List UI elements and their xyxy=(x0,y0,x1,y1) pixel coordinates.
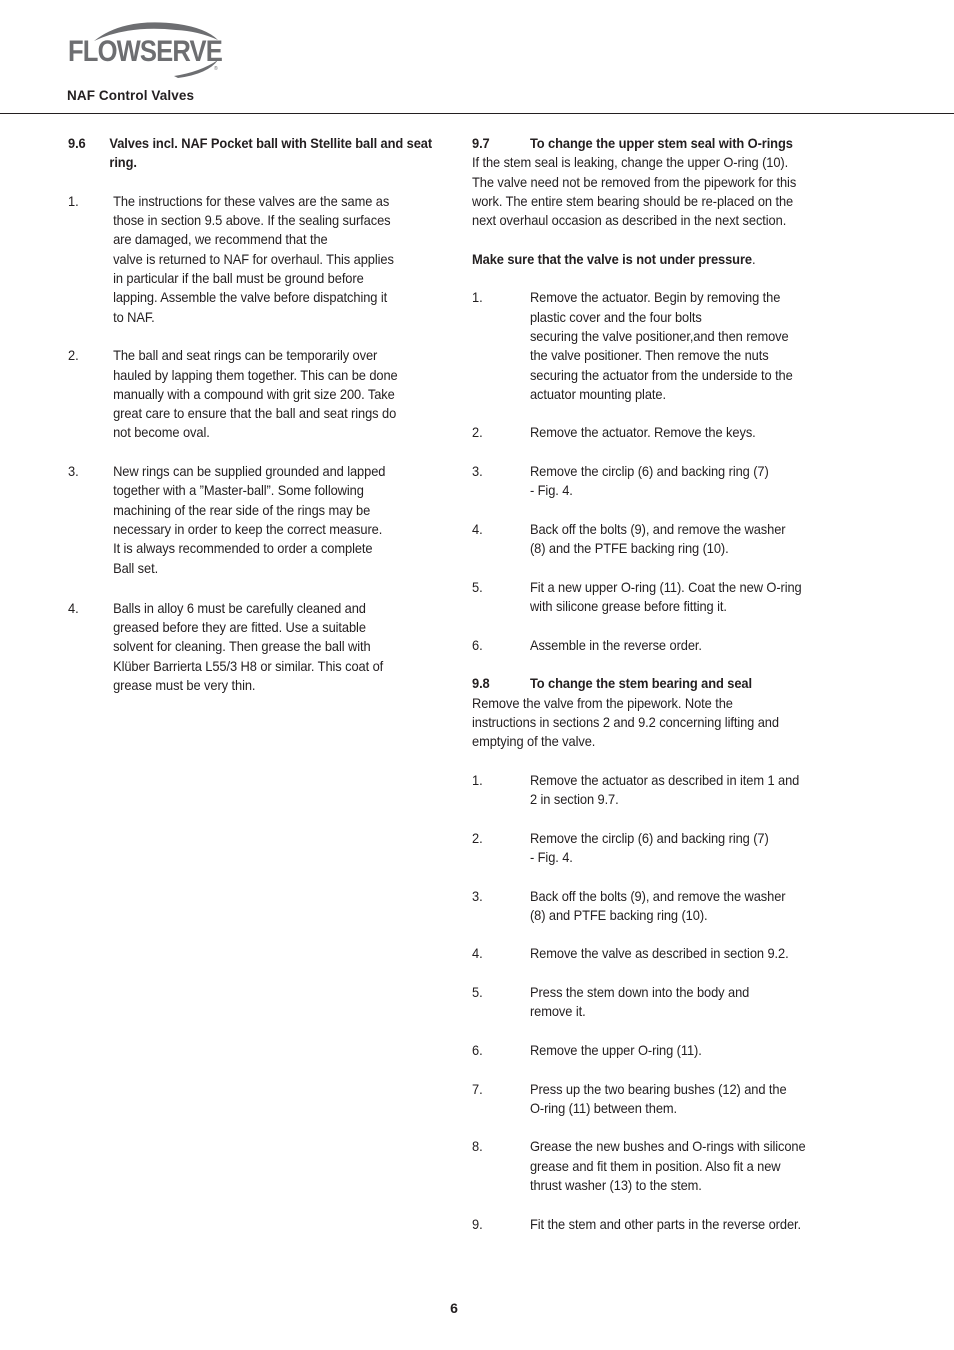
item-text xyxy=(113,599,432,695)
text-line: work. The entire stem bearing should be re-placed on the xyxy=(472,192,794,209)
item-number: 3. xyxy=(68,463,79,480)
item-number: 5. xyxy=(472,578,483,595)
text-line: Fit a new upper O-ring (11). Coat the new O-ring xyxy=(529,578,802,595)
item-text xyxy=(530,288,836,404)
item-number: 4. xyxy=(472,520,483,537)
text-line: those in section 9.5 above. If the sealing surfaces xyxy=(113,212,391,229)
section-number: 9.6 xyxy=(68,135,86,151)
item-text xyxy=(530,1080,836,1119)
item-text xyxy=(530,771,836,810)
text-line: next overhaul occasion as described in the next section. xyxy=(472,212,787,229)
text-line: The instructions for these valves are the same as xyxy=(113,192,390,209)
text-line: not become oval. xyxy=(113,424,210,441)
text-line: (8) and PTFE backing ring (10). xyxy=(529,906,708,923)
text-line: Back off the bolts (9), and remove the washer xyxy=(529,520,786,537)
item-text xyxy=(530,1137,836,1195)
list-item xyxy=(472,423,836,442)
item-text xyxy=(530,423,836,442)
text-line: Ball set. xyxy=(113,559,159,576)
item-text xyxy=(113,462,432,578)
item-number: 2. xyxy=(472,829,483,846)
list-item xyxy=(472,578,836,617)
item-number: 1. xyxy=(472,771,483,788)
item-number: 1. xyxy=(472,289,483,306)
text-line: The valve need not be removed from the pipework for this xyxy=(472,173,797,190)
text-line: It is always recommended to order a complete xyxy=(113,540,373,557)
list-item xyxy=(472,462,836,501)
item-number: 3. xyxy=(472,463,483,480)
text-line: Klüber Barrierta L55/3 H8 or similar. This coat of xyxy=(113,657,384,674)
item-number: 6. xyxy=(472,636,483,653)
item-number: 7. xyxy=(472,1080,483,1097)
text-line: Remove the actuator. Remove the keys. xyxy=(529,424,756,441)
section-heading-9-6 xyxy=(68,134,432,173)
text-line: Remove the valve from the pipework. Note the xyxy=(472,694,733,711)
section-number: 9.7 xyxy=(472,135,490,151)
pressure-warning xyxy=(472,250,836,269)
item-number: 3. xyxy=(472,887,483,904)
text-line: securing the actuator from the underside to the xyxy=(529,366,793,383)
text-line: emptying of the valve. xyxy=(472,733,596,750)
item-number: 5. xyxy=(472,984,483,1001)
left-column xyxy=(68,134,432,695)
item-text xyxy=(530,520,836,559)
item-number: 9. xyxy=(472,1215,483,1232)
text-line: - Fig. 4. xyxy=(529,848,573,865)
item-text xyxy=(530,578,836,617)
right-column xyxy=(472,134,836,1234)
text-line: Remove the upper O-ring (11). xyxy=(529,1041,702,1058)
text-line: Remove the actuator. Begin by removing the xyxy=(529,289,781,306)
text-line: The ball and seat rings can be temporarily over xyxy=(113,347,378,364)
page-number: 6 xyxy=(450,1300,458,1316)
list-item xyxy=(472,1215,836,1234)
list-item xyxy=(472,944,836,963)
item-text xyxy=(530,1041,836,1060)
warning-period: . xyxy=(751,250,756,267)
item-text xyxy=(530,1215,836,1234)
list-item xyxy=(472,1041,836,1060)
text-line: Back off the bolts (9), and remove the washer xyxy=(529,887,786,904)
item-text xyxy=(530,944,836,963)
list-item xyxy=(472,520,836,559)
list-item xyxy=(472,771,836,810)
item-number: 1. xyxy=(68,192,79,209)
text-line: to NAF. xyxy=(113,308,155,325)
text-line: Remove the circlip (6) and backing ring (7) xyxy=(529,829,769,846)
list-item xyxy=(472,288,836,404)
list-item xyxy=(472,1080,836,1119)
text-line: 2 in section 9.7. xyxy=(529,791,619,808)
item-number: 2. xyxy=(68,347,79,364)
text-line: securing the valve positioner,and then remove xyxy=(529,327,789,344)
text-line: Remove the actuator as described in item 1 and xyxy=(529,771,800,788)
item-text xyxy=(530,829,836,868)
document-subtitle: NAF Control Valves xyxy=(67,88,195,103)
item-text xyxy=(113,346,432,442)
text-line: plastic cover and the four bolts xyxy=(529,308,702,325)
flowserve-logo xyxy=(66,20,226,82)
text-line: New rings can be supplied grounded and lapped xyxy=(113,463,386,480)
text-line: together with a ”Master-ball”. Some following xyxy=(113,482,364,499)
header-rule xyxy=(0,113,954,114)
text-line: Grease the new bushes and O-rings with silicone xyxy=(529,1138,806,1155)
text-line: grease must be very thin. xyxy=(113,677,256,694)
list-item xyxy=(68,192,432,327)
text-line: the valve positioner. Then remove the nuts xyxy=(529,347,769,364)
text-line: Remove the valve as described in section 9.2. xyxy=(529,945,789,962)
section-number: 9.8 xyxy=(472,675,490,692)
list-item xyxy=(472,983,836,1022)
item-text xyxy=(530,462,836,501)
text-line: If the stem seal is leaking, change the upper O-ring (10). xyxy=(472,154,789,171)
item-number: 2. xyxy=(472,424,483,441)
text-line: are damaged, we recommend that the xyxy=(113,231,328,248)
text-line: solvent for cleaning. Then grease the ball with xyxy=(113,638,371,655)
list-item xyxy=(472,829,836,868)
section-intro xyxy=(472,153,836,230)
section-title: To change the upper stem seal with O-rings xyxy=(529,135,793,151)
item-number: 4. xyxy=(68,599,79,616)
text-line: in particular if the ball must be ground before xyxy=(113,270,364,287)
item-text xyxy=(530,636,836,655)
item-text xyxy=(113,192,432,327)
text-line: instructions in sections 2 and 9.2 concerning lifting and xyxy=(472,713,779,730)
list-item xyxy=(472,1137,836,1195)
section-intro xyxy=(472,694,836,752)
text-line: remove it. xyxy=(529,1003,586,1020)
text-line: O-ring (11) between them. xyxy=(529,1099,678,1116)
text-line: lapping. Assemble the valve before dispatching it xyxy=(113,289,388,306)
list-item xyxy=(472,887,836,926)
item-number: 8. xyxy=(472,1138,483,1155)
section-title: Valves incl. NAF Pocket ball with Stellite ball and seat ring. xyxy=(109,135,433,171)
text-line: necessary in order to keep the correct measure. xyxy=(113,520,383,537)
list-item xyxy=(68,599,432,695)
item-text xyxy=(530,887,836,926)
text-line: with silicone grease before fitting it. xyxy=(529,598,727,615)
text-line: valve is returned to NAF for overhaul. This applies xyxy=(113,250,394,267)
list-item xyxy=(472,636,836,655)
text-line: actuator mounting plate. xyxy=(529,385,666,402)
text-line: Remove the circlip (6) and backing ring (7) xyxy=(529,463,769,480)
svg-text:®: ® xyxy=(214,66,218,72)
text-line: greased before they are fitted. Use a suitable xyxy=(113,619,366,636)
text-line: (8) and the PTFE backing ring (10). xyxy=(529,540,729,557)
text-line: Fit the stem and other parts in the reverse order. xyxy=(529,1215,801,1232)
logo-wordmark: FLOWSERVE xyxy=(68,35,222,68)
section-heading-9-7 xyxy=(472,134,836,153)
list-item xyxy=(68,462,432,578)
text-line: machining of the rear side of the rings may be xyxy=(113,501,371,518)
text-line: grease and fit them in position. Also fit a new xyxy=(529,1157,781,1174)
item-number: 6. xyxy=(472,1041,483,1058)
text-line: Press the stem down into the body and xyxy=(529,984,750,1001)
text-line: Press up the two bearing bushes (12) and the xyxy=(529,1080,787,1097)
warning-text: Make sure that the valve is not under pressure xyxy=(472,250,752,267)
text-line: Assemble in the reverse order. xyxy=(529,636,702,653)
text-line: manually with a compound with grit size 200. Take xyxy=(113,385,395,402)
item-number: 4. xyxy=(472,945,483,962)
text-line: thrust washer (13) to the stem. xyxy=(529,1177,702,1194)
item-text xyxy=(530,983,836,1022)
section-heading-9-8 xyxy=(472,674,836,693)
text-line: great care to ensure that the ball and seat rings do xyxy=(113,405,397,422)
text-line: - Fig. 4. xyxy=(529,482,573,499)
text-line: hauled by lapping them together. This can be done xyxy=(113,366,398,383)
list-item xyxy=(68,346,432,442)
text-line: Balls in alloy 6 must be carefully cleaned and xyxy=(113,599,366,616)
section-title: To change the stem bearing and seal xyxy=(529,675,752,692)
